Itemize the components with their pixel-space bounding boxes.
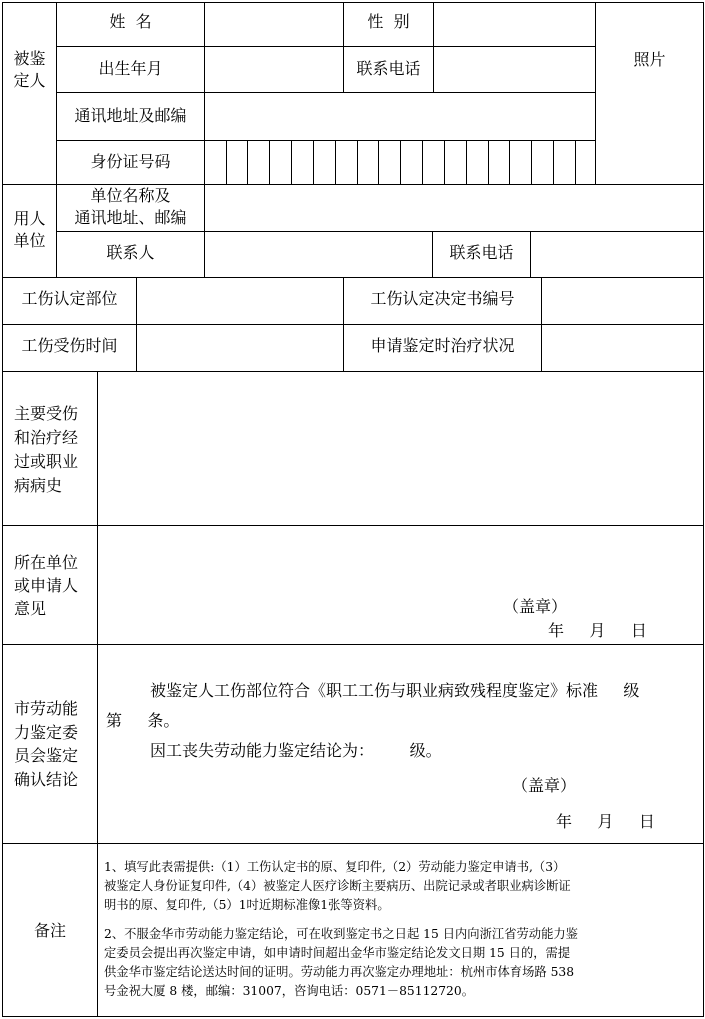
conclusion-standard-line: 被鉴定人工伤部位符合《职工工伤与职业病致残程度鉴定》标准 级 [150, 681, 640, 700]
rule [2, 2, 3, 1017]
subject-group-label: 被鉴 定人 [13, 49, 46, 90]
remarks-label: 备注 [33, 921, 66, 940]
subject-phone-field[interactable] [434, 47, 595, 92]
remarks-line: 定委员会提出再次鉴定申请，如申请时间超出金华市鉴定结论发文日期 15 日的，需提 [104, 946, 571, 960]
remarks-line: 供金华市鉴定结论送达时间的证明。劳动能力再次鉴定办理地址：杭州市体育场路 538 [104, 965, 575, 979]
rule [2, 1016, 704, 1017]
id-label: 身份证号码 [90, 152, 171, 171]
decision-number-field[interactable] [542, 278, 703, 324]
unit-label: 单位名称及 通讯地址、邮编 [74, 186, 187, 227]
contact-field[interactable] [205, 232, 432, 277]
conclusion-article-line: 第 条。 [106, 711, 180, 730]
photo-label: 照片 [633, 50, 666, 69]
employer-phone-label: 联系电话 [449, 243, 514, 262]
remarks-line: 被鉴定人身份证复印件,（4）被鉴定人医疗诊断主要病历、出院记录或者职业病诊断证 [104, 879, 571, 893]
birth-field[interactable] [205, 47, 343, 92]
address-label: 通讯地址及邮编 [74, 106, 187, 125]
rule [56, 2, 57, 277]
injury-site-label: 工伤认定部位 [21, 289, 118, 308]
address-field[interactable] [205, 93, 595, 140]
treatment-status-field[interactable] [542, 325, 703, 371]
conclusion-grade-line: 因工丧失劳动能力鉴定结论为： 级。 [150, 741, 442, 760]
decision-number-label: 工伤认定决定书编号 [370, 289, 515, 308]
injury-time-field[interactable] [137, 325, 343, 371]
rule [2, 843, 704, 844]
remarks-line: 号金祝大厦 8 楼，邮编：31007，咨询电话：0571－85112720。 [104, 984, 474, 998]
injury-time-label: 工伤受伤时间 [21, 336, 118, 355]
name-label: 姓 名 [109, 12, 152, 31]
opinion-seal: （盖章） [503, 597, 568, 616]
employer-phone-field[interactable] [531, 232, 703, 277]
subject-phone-label: 联系电话 [356, 59, 421, 78]
treatment-status-label: 申请鉴定时治疗状况 [370, 336, 515, 355]
conclusion-date: 年 月 日 [556, 812, 655, 831]
history-field[interactable] [98, 372, 703, 525]
opinion-date: 年 月 日 [548, 621, 647, 640]
conclusion-label: 市劳动能 力鉴定委 员会鉴定 确认结论 [14, 699, 79, 789]
injury-site-field[interactable] [137, 278, 343, 324]
rule [703, 2, 704, 1017]
remarks-line: 明书的原、复印件,（5）1吋近期标准像1张等资料。 [104, 898, 390, 912]
history-label: 主要受伤 和治疗经 过或职业 病病史 [14, 404, 79, 495]
rule [2, 644, 704, 645]
photo-box[interactable] [596, 3, 703, 184]
remarks-line: 2、不服金华市劳动能力鉴定结论，可在收到鉴定书之日起 15 日内向浙江省劳动能力鉴 [104, 927, 578, 941]
employer-group-label: 用人 单位 [13, 209, 46, 250]
gender-label: 性 别 [367, 12, 410, 31]
gender-field[interactable] [434, 3, 595, 46]
opinion-label: 所在单位 或申请人 意见 [14, 553, 79, 618]
remarks-line: 1、填写此表需提供:（1）工伤认定书的原、复印件,（2）劳动能力鉴定申请书,（3） [104, 860, 566, 874]
name-field[interactable] [205, 3, 343, 46]
contact-label: 联系人 [106, 243, 155, 262]
birth-label: 出生年月 [98, 59, 163, 78]
conclusion-seal: （盖章） [512, 776, 577, 795]
unit-field[interactable] [205, 185, 703, 231]
id-number-field[interactable] [205, 141, 595, 184]
